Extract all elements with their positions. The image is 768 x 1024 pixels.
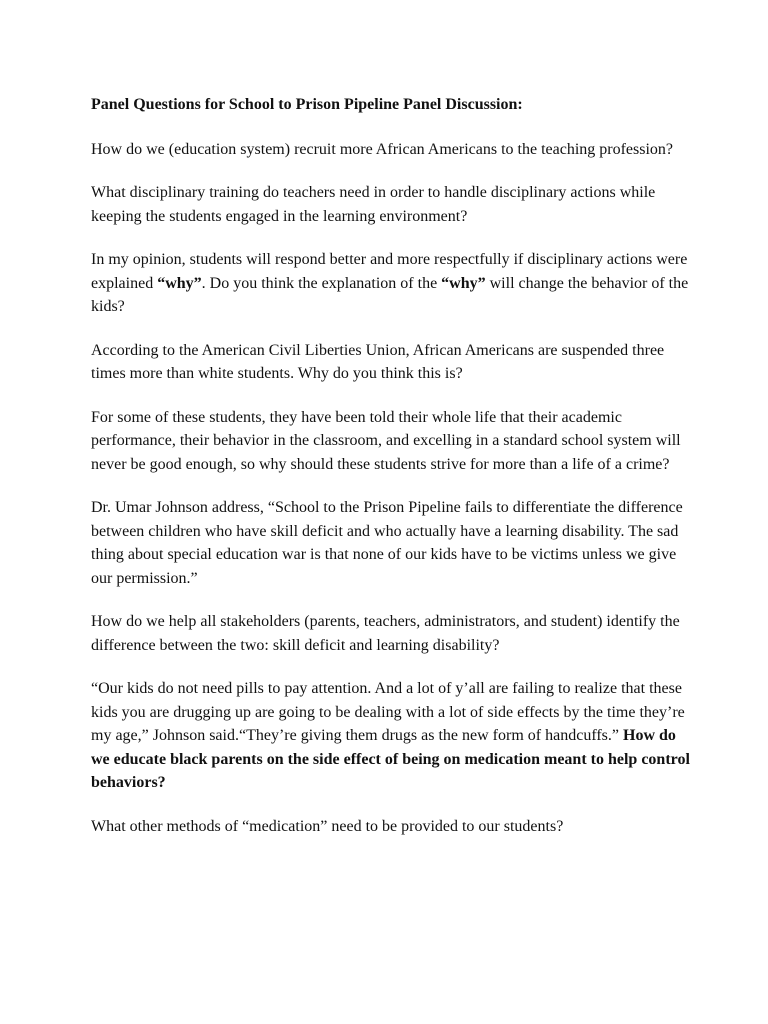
paragraph-text: will change the behavior of the kids? (91, 274, 689, 315)
bold-why: “why” (441, 274, 486, 292)
document-title: Panel Questions for School to Prison Pipeline Panel Discussion: (91, 96, 523, 113)
paragraph-text: . Do you think the explanation of the (201, 274, 442, 292)
quote-umar-johnson: Dr. Umar Johnson address, “School to the Prison Pipeline fails to differentiate the difference between children who have skill deficit and who actually have a learning disability. The sad thing about special education war is that none of our kids have to be victims unless we give our permission.” (91, 499, 683, 587)
paragraph-text: “Our kids do not need pills to pay attention. And a lot of y’all are failing to realize that these kids you are drugging up are going to be dealing with a lot of side effects by the time they’re my age,” Johnson said.“They’re giving them drugs as the new form of handcuffs.” (91, 680, 685, 744)
question-explaining-why (91, 248, 691, 319)
question-other-methods: What other methods of “medication” need to be provided to our students? (91, 817, 564, 835)
document-page (91, 93, 691, 858)
question-recruitment: How do we (education system) recruit more African Americans to the teaching profession? (91, 140, 674, 158)
bold-why: “why” (157, 274, 202, 292)
question-suspension-rates: According to the American Civil Liberties Union, African Americans are suspended three times more than white students. Why do you think this is? (91, 341, 665, 382)
bold-question: How do we educate black parents on the side effect of being on medication meant to help control behaviors? (91, 727, 690, 791)
question-stakeholders: How do we help all stakeholders (parents, teachers, administrators, and student) identify the difference between the two: skill deficit and learning disability? (91, 613, 680, 654)
question-student-motivation: For some of these students, they have been told their whole life that their academic performance, their behavior in the classroom, and excelling in a standard school system will never be good enough, so why should these students strive for more than a life of a crime? (91, 408, 681, 473)
paragraph-text: In my opinion, students will respond better and more respectfully if disciplinary actions were explained (91, 251, 688, 292)
question-medication (91, 677, 691, 795)
question-disciplinary-training: What disciplinary training do teachers need in order to handle disciplinary actions while keeping the students engaged in the learning environment? (91, 184, 656, 225)
